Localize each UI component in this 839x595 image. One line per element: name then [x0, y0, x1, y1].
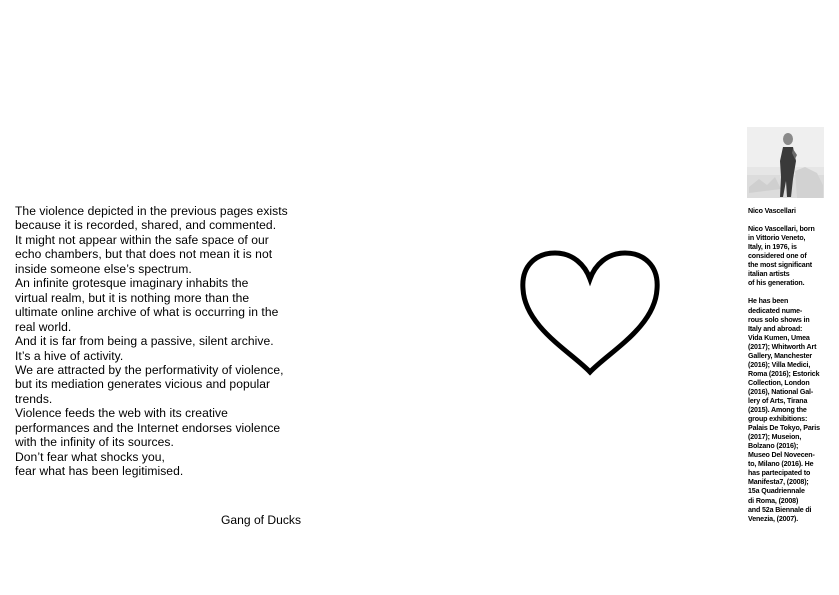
- bio-line: Gallery, Manchester: [748, 351, 813, 360]
- bio-line: (2015). Among the: [748, 406, 807, 415]
- bio-line: considered one of: [748, 252, 807, 261]
- essay-line: It might not appear within the safe space of our: [15, 232, 269, 247]
- essay-line: real world.: [15, 319, 72, 334]
- bio-line: 15a Quadriennale: [748, 487, 805, 496]
- essay-line: It’s a hive of activity.: [15, 348, 124, 363]
- essay-line: The violence depicted in the previous pages exists: [15, 204, 288, 218]
- bio-line: Nico Vascellari, born: [748, 225, 815, 234]
- bio-line: lery of Arts, Tirana: [748, 396, 808, 405]
- essay-line: fear what has been legitimised.: [15, 464, 184, 479]
- essay-line: And it is far from being a passive, silent archive.: [15, 334, 274, 349]
- bio-line: Bolzano (2016);: [748, 442, 799, 451]
- bio-line: Museo Del Novecen-: [748, 451, 815, 460]
- bio-line: (2017); Museion,: [748, 433, 802, 442]
- artist-portrait-photo: [747, 127, 824, 198]
- bio-line: (2016); Villa Medici,: [748, 360, 811, 369]
- essay-line: but its mediation generates vicious and popular: [15, 377, 271, 392]
- bio-line: to, Milano (2016). He: [748, 460, 814, 469]
- essay-line: performances and the Internet endorses violence: [15, 420, 281, 435]
- bio-line: Italy and abroad:: [748, 324, 803, 333]
- bio-line: has partecipated to: [748, 469, 811, 478]
- bio-line: He has been: [748, 297, 789, 306]
- essay-line: virtual realm, but it is nothing more than the: [15, 290, 250, 305]
- heart-outline-icon: [519, 249, 661, 377]
- essay-line: trends.: [15, 391, 53, 406]
- artist-bio: [748, 207, 834, 524]
- artist-name: Nico Vascellari: [748, 207, 796, 215]
- bio-line: of his generation.: [748, 279, 805, 288]
- essay-text: [15, 204, 315, 479]
- bio-line: (2016), National Gal-: [748, 387, 814, 396]
- essay-line: An infinite grotesque imaginary inhabits the: [15, 276, 249, 291]
- essay-line: echo chambers, but that does not mean it is not: [15, 247, 273, 262]
- essay-signature: Gang of Ducks: [221, 513, 301, 527]
- bio-line: italian artists: [748, 270, 790, 279]
- essay-line: with the infinity of its sources.: [15, 435, 174, 450]
- essay-line: Don’t fear what shocks you,: [15, 449, 165, 464]
- essay-line: We are attracted by the performativity of violence,: [15, 362, 284, 377]
- bio-line: Palais De Tokyo, Paris: [748, 424, 820, 433]
- bio-line: Collection, London: [748, 378, 810, 387]
- bio-line: Manifesta7, (2008);: [748, 478, 809, 487]
- bio-line: (2017); Whitworth Art: [748, 342, 817, 351]
- bio-line: Roma (2016); Estorick: [748, 369, 820, 378]
- bio-line: and 52a Biennale di: [748, 505, 812, 514]
- essay-line: Violence feeds the web with its creative: [15, 406, 228, 421]
- bio-line: Venezia, (2007).: [748, 514, 799, 523]
- essay-line: inside someone else’s spectrum.: [15, 261, 192, 276]
- bio-line: Italy, in 1976, is: [748, 243, 797, 252]
- bio-line: group exhibitions:: [748, 415, 808, 424]
- essay-line: because it is recorded, shared, and commented.: [15, 218, 277, 233]
- bio-line: in Vittorio Veneto,: [748, 234, 806, 243]
- bio-line: the most significant: [748, 261, 813, 270]
- bio-line: rous solo shows in: [748, 315, 810, 324]
- bio-line: di Roma, (2008): [748, 496, 799, 505]
- bio-line: dedicated nume-: [748, 306, 803, 315]
- bio-line: Vida Kumen, Umea: [748, 333, 810, 342]
- essay-line: ultimate online archive of what is occurring in the: [15, 305, 279, 320]
